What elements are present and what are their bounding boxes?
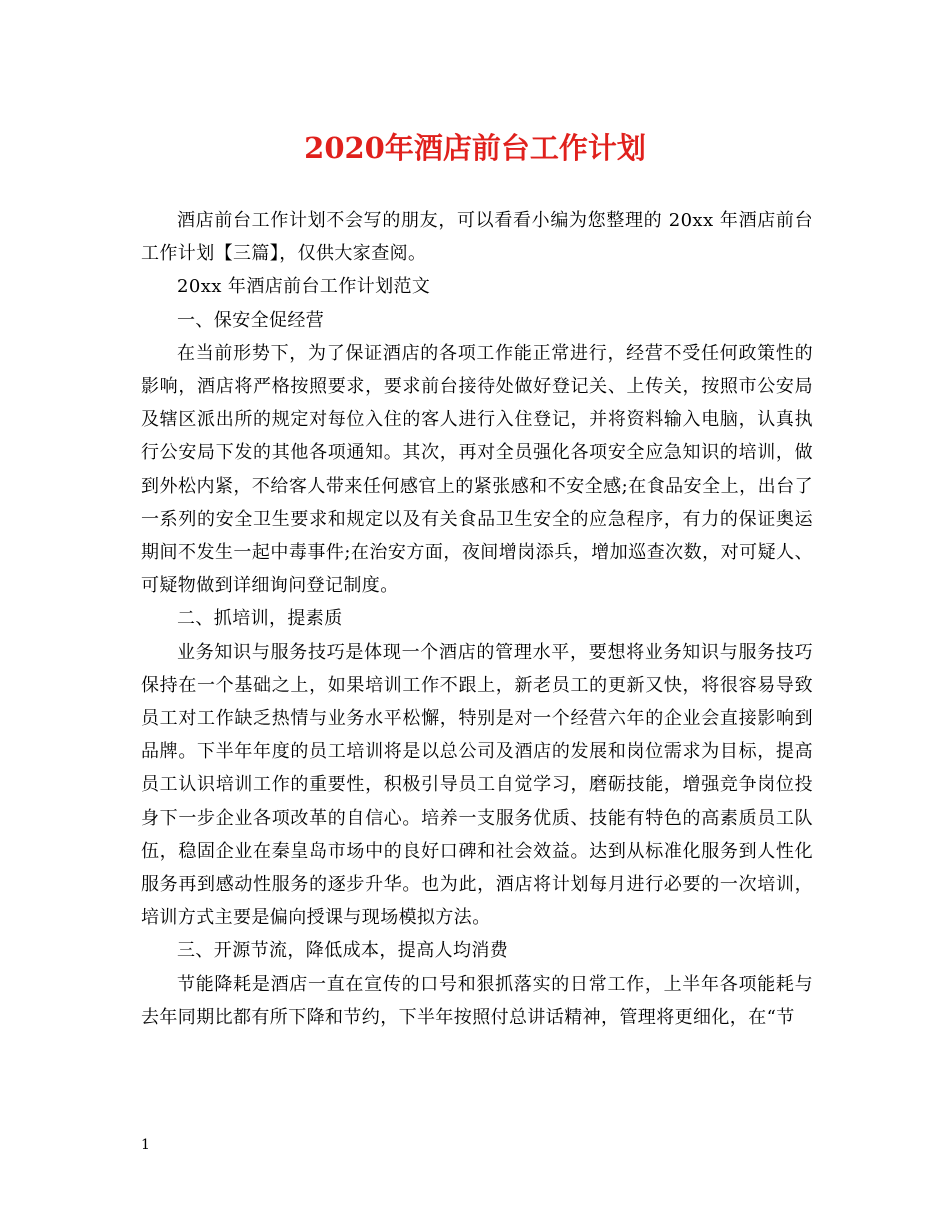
section-body-2: 业务知识与服务技巧是体现一个酒店的管理水平，要想将业务知识与服务技巧保持在一个基础之上，如果培训工作不跟上，新老员工的更新又快，将很容易导致员工对工作缺乏热情与业务水平松懈，特别是对一个经营六年的企业会直接影响到品牌。下半年年度的员工培训将是以总公司及酒店的发展和岗位需求为目标，提高员工认识培训工作的重要性，积极引导员工自觉学习，磨砺技能，增强竞争岗位投身下一步企业各项改革的自信心。培养一支服务优质、技能有特色的高素质员工队伍，稳固企业在秦皇岛市场中的良好口碑和社会效益。达到从标准化服务到人性化服务再到感动性服务的逐步升华。也为此，酒店将计划每月进行必要的一次培训，培训方式主要是偏向授课与现场模拟方法。	[141, 641, 813, 929]
document-body	[141, 204, 813, 1034]
section-body-1: 在当前形势下，为了保证酒店的各项工作能正常进行，经营不受任何政策性的影响，酒店将严格按照要求，要求前台接待处做好登记关、上传关，按照市公安局及辖区派出所的规定对每位入住的客人进行入住登记，并将资料输入电脑，认真执行公安局下发的其他各项通知。其次，再对全员强化各项安全应急知识的培训，做到外松内紧，不给客人带来任何感官上的紧张感和不安全感;在食品安全上，出台了一系列的安全卫生要求和规定以及有关食品卫生安全的应急程序，有力的保证奥运期间不发生一起中毒事件;在治安方面，夜间增岗添兵，增加巡查次数，对可疑人、可疑物做到详细询问登记制度。	[141, 342, 813, 597]
subtitle-paragraph: 20xx 年酒店前台工作计划范文	[177, 276, 431, 298]
intro-paragraph: 酒店前台工作计划不会写的朋友，可以看看小编为您整理的 20xx 年酒店前台工作计划【三篇】，仅供大家查阅。	[141, 210, 813, 265]
section-heading-3: 三、开源节流，降低成本，提高人均消费	[177, 940, 509, 962]
section-heading-1: 一、保安全促经营	[177, 309, 325, 331]
section-body-3: 节能降耗是酒店一直在宣传的口号和狠抓落实的日常工作，上半年各项能耗与去年同期比都有所下降和节约，下半年按照付总讲话精神，管理将更细化，在“节	[141, 973, 813, 1028]
page-number: 1	[141, 1137, 150, 1153]
page-title: 2020年酒店前台工作计划	[304, 131, 646, 165]
section-heading-2: 二、抓培训，提素质	[177, 608, 343, 630]
